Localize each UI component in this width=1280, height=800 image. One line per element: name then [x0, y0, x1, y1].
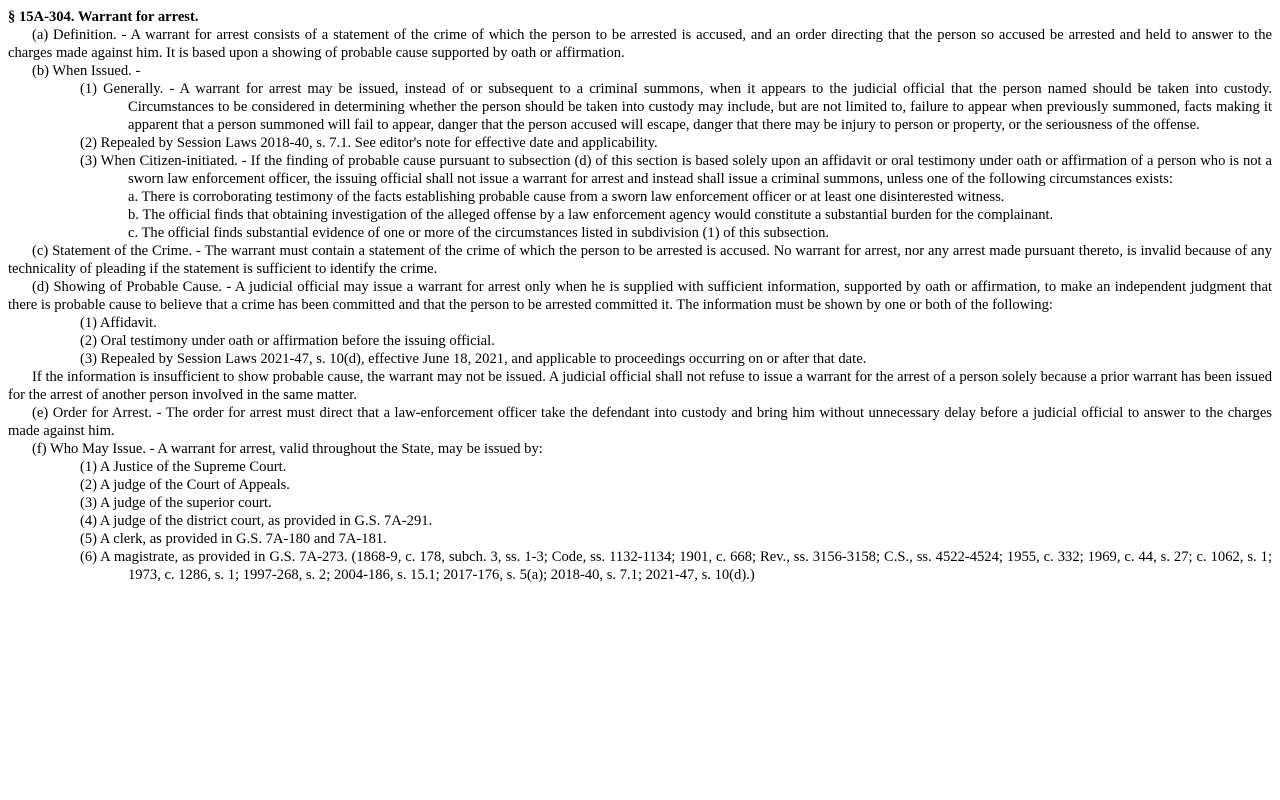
- subsection-f-item-6: (6) A magistrate, as provided in G.S. 7A-273. (1868-9, c. 178, subch. 3, ss. 1-3; Code, ss. 1132-1134; 1901, c. 668; Rev., ss. 3156-3158; C.S., ss. 4522-4524; 1955, c. 332; 1969, c. 44, s. 27; c. 1062, s. 1; 1973, c. 1286, s. 1; 1997-268, s. 2; 2004-186, s. 15.1; 2017-176, s. 5(a); 2018-40, s. 7.1; 2021-47, s. 10(d).): [80, 549, 1272, 583]
- subsection-b-item-3-subitem-a: a. There is corroborating testimony of the facts establishing probable cause from a sworn law enforcement officer or at least one disinterested witness.: [128, 189, 1005, 205]
- subsection-b-item-1: (1) Generally. - A warrant for arrest may be issued, instead of or subsequent to a criminal summons, when it appears to the judicial official that the person named should be taken into custody. Circumstances to be considered in determining whether the person should be taken into custody may include, but are not limited to, failure to appear when previously summoned, facts making it apparent that a person summoned will fail to appear, danger that the person accused will escape, danger that there may be injury to person or property, or the seriousness of the offense.: [80, 81, 1272, 133]
- subsection-d-item-2: (2) Oral testimony under oath or affirmation before the issuing official.: [80, 333, 495, 349]
- subsection-f-item-4: (4) A judge of the district court, as provided in G.S. 7A-291.: [80, 513, 433, 529]
- subsection-b-item-2: (2) Repealed by Session Laws 2018-40, s. 7.1. See editor's note for effective date and applicability.: [80, 135, 658, 151]
- subsection-b-item-3-subitem-b: b. The official finds that obtaining investigation of the alleged offense by a law enforcement agency would constitute a substantial burden for the complainant.: [128, 207, 1054, 223]
- subsection-c-statement-of-crime: (c) Statement of the Crime. - The warrant must contain a statement of the crime of which the person to be arrested is accused. No warrant for arrest, nor any arrest made pursuant thereto, is invalid because of any technicality of pleading if the statement is sufficient to identify the crime.: [8, 243, 1272, 277]
- subsection-d-closing: If the information is insufficient to show probable cause, the warrant may not be issued. A judicial official shall not refuse to issue a warrant for the arrest of a person solely because a prior warrant has been issued for the arrest of another person involved in the same matter.: [8, 369, 1272, 403]
- subsection-d-item-3: (3) Repealed by Session Laws 2021-47, s. 10(d), effective June 18, 2021, and applicable to proceedings occurring on or after that date.: [80, 351, 867, 367]
- subsection-f-item-3: (3) A judge of the superior court.: [80, 495, 272, 511]
- subsection-a-definition: (a) Definition. - A warrant for arrest consists of a statement of the crime of which the person to be arrested is accused, and an order directing that the person so accused be arrested and held to answer to the charges made against him. It is based upon a showing of probable cause supported by oath or affirmation.: [8, 27, 1272, 61]
- subsection-b-heading: (b) When Issued. -: [32, 63, 141, 79]
- subsection-e-order-for-arrest: (e) Order for Arrest. - The order for arrest must direct that a law-enforcement officer take the defendant into custody and bring him without unnecessary delay before a judicial official to answer to the charges made against him.: [8, 405, 1272, 439]
- subsection-f-item-1: (1) A Justice of the Supreme Court.: [80, 459, 287, 475]
- subsection-b-item-3: (3) When Citizen-initiated. - If the finding of probable cause pursuant to subsection (d) of this section is based solely upon an affidavit or oral testimony under oath or affirmation of a person who is not a sworn law enforcement officer, the issuing official shall not issue a warrant for arrest and instead shall issue a criminal summons, unless one of the following circumstances exists:: [80, 153, 1272, 187]
- subsection-f-item-5: (5) A clerk, as provided in G.S. 7A-180 and 7A-181.: [80, 531, 387, 547]
- subsection-b-item-3-subitem-c: c. The official finds substantial evidence of one or more of the circumstances listed in subdivision (1) of this subsection.: [128, 225, 830, 241]
- subsection-f-heading: (f) Who May Issue. - A warrant for arrest, valid throughout the State, may be issued by:: [32, 441, 543, 457]
- subsection-d-item-1: (1) Affidavit.: [80, 315, 157, 331]
- subsection-f-item-2: (2) A judge of the Court of Appeals.: [80, 477, 290, 493]
- section-title: § 15A-304. Warrant for arrest.: [8, 9, 199, 25]
- subsection-d-probable-cause: (d) Showing of Probable Cause. - A judicial official may issue a warrant for arrest only when he is supplied with sufficient information, supported by oath or affirmation, to make an independent judgment that there is probable cause to believe that a crime has been committed and that the person to be arrested committed it. The information must be shown by one or both of the following:: [8, 279, 1272, 313]
- statute-document: [8, 8, 1272, 584]
